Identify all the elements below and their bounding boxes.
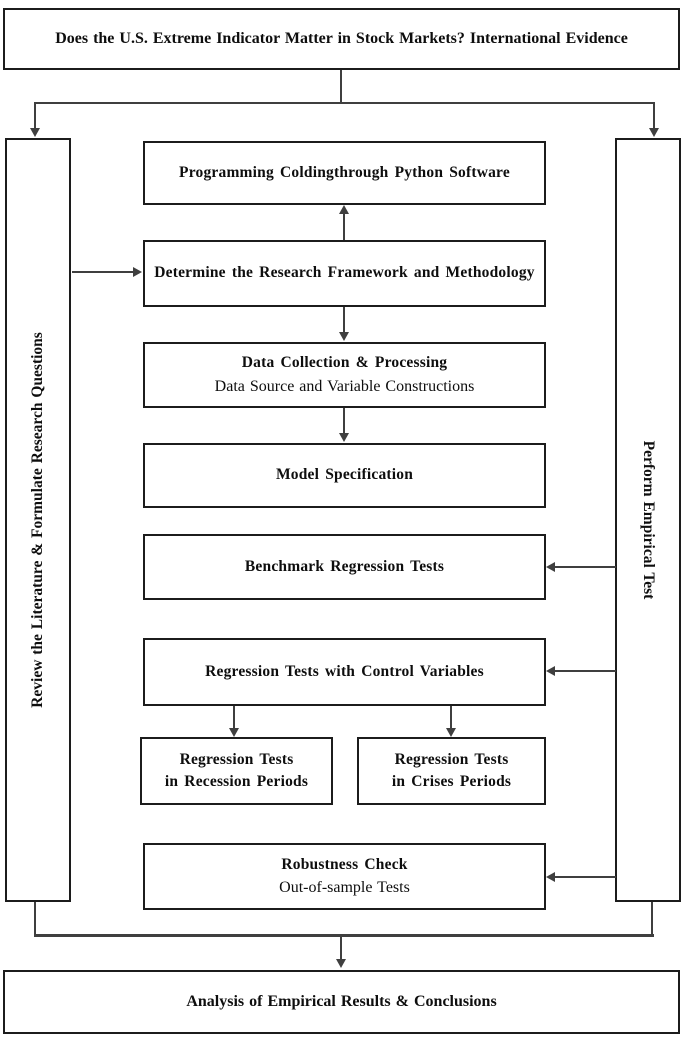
arrowhead-into-control bbox=[546, 666, 555, 676]
connector-control-to-recession bbox=[233, 706, 235, 729]
connector-left-drop bbox=[34, 102, 36, 129]
crises-box bbox=[357, 737, 546, 805]
arrowhead-into-model bbox=[339, 433, 349, 442]
framework-box bbox=[143, 240, 546, 307]
benchmark-text: Benchmark Regression Tests bbox=[244, 557, 445, 575]
conclusion-text: Analysis of Empirical Results & Conclusions bbox=[186, 993, 497, 1010]
arrowhead-into-left-bar bbox=[30, 128, 40, 137]
recession-line2: in Recession Periods bbox=[164, 773, 309, 790]
connector-rightbar-to-benchmark bbox=[555, 566, 616, 568]
connector-rightbar-to-robustness bbox=[555, 876, 616, 878]
title-box bbox=[3, 8, 680, 70]
benchmark-box bbox=[143, 534, 546, 600]
data-collection-title: Data Collection & Processing bbox=[241, 354, 448, 372]
connector-framework-to-programming bbox=[343, 214, 345, 240]
right-sidebar-label: Perform Empirical Test bbox=[640, 440, 657, 600]
connector-right-drop bbox=[653, 102, 655, 129]
connector-rightbar-to-control bbox=[555, 670, 616, 672]
connector-bottom-horizontal bbox=[34, 934, 654, 937]
connector-top-horizontal bbox=[35, 102, 655, 104]
recession-line1: Regression Tests bbox=[179, 750, 294, 768]
arrowhead-into-framework bbox=[133, 267, 142, 277]
connector-framework-to-data bbox=[343, 307, 345, 333]
recession-box bbox=[140, 737, 333, 805]
arrowhead-into-recession bbox=[229, 728, 239, 737]
arrowhead-into-programming bbox=[339, 205, 349, 214]
control-variables-text: Regression Tests with Control Variables bbox=[205, 662, 484, 680]
framework-text: Determine the Research Framework and Methodology bbox=[154, 264, 535, 282]
conclusion-box bbox=[3, 970, 680, 1034]
data-collection-subtitle: Data Source and Variable Constructions bbox=[214, 377, 475, 395]
crises-line2: in Crises Periods bbox=[391, 773, 512, 790]
programming-box bbox=[143, 141, 546, 205]
programming-text: Programming Coldingthrough Python Software bbox=[179, 163, 510, 181]
connector-title-stem bbox=[340, 70, 342, 104]
arrowhead-into-conclusion bbox=[336, 959, 346, 968]
robustness-subtitle: Out-of-sample Tests bbox=[279, 879, 410, 897]
connector-rightbar-bottom-stub bbox=[651, 902, 653, 936]
robustness-title: Robustness Check bbox=[281, 855, 408, 873]
connector-data-to-model bbox=[343, 408, 345, 434]
control-variables-box bbox=[143, 638, 546, 706]
connector-control-to-crises bbox=[450, 706, 452, 729]
title-text: Does the U.S. Extreme Indicator Matter in Stock Markets? International Evidence bbox=[55, 30, 628, 47]
left-sidebar-box bbox=[5, 138, 71, 902]
right-sidebar-box bbox=[615, 138, 681, 902]
left-sidebar-label: Review the Literature & Formulate Research Questions bbox=[29, 332, 46, 708]
connector-leftbar-to-framework bbox=[72, 271, 134, 273]
arrowhead-into-right-bar bbox=[649, 128, 659, 137]
model-specification-box bbox=[143, 443, 546, 508]
arrowhead-into-robustness bbox=[546, 872, 555, 882]
crises-line1: Regression Tests bbox=[394, 750, 509, 768]
connector-leftbar-bottom-stub bbox=[34, 902, 36, 936]
data-collection-box bbox=[143, 342, 546, 408]
arrowhead-into-crises bbox=[446, 728, 456, 737]
arrowhead-into-benchmark bbox=[546, 562, 555, 572]
connector-bottom-stem bbox=[340, 937, 342, 960]
model-specification-text: Model Specification bbox=[275, 466, 414, 484]
robustness-box bbox=[143, 843, 546, 910]
arrowhead-into-data bbox=[339, 332, 349, 341]
